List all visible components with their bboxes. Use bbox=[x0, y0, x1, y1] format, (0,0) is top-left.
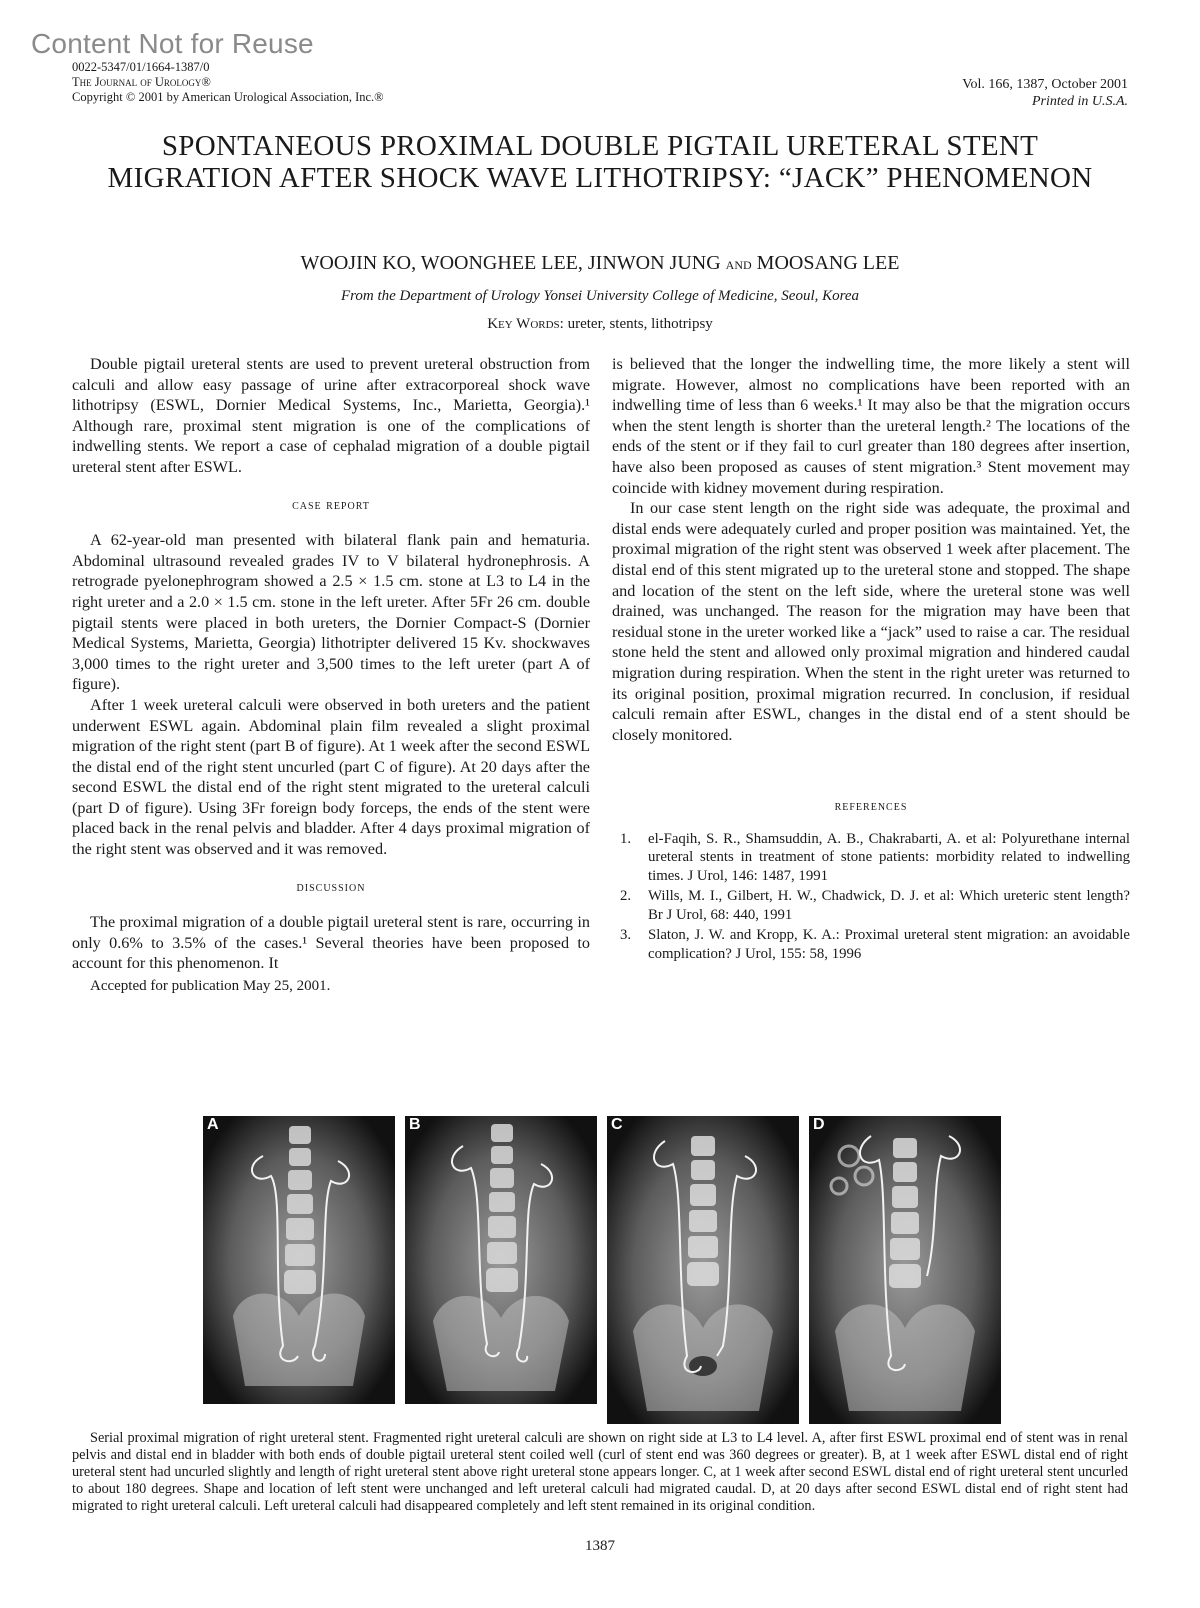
journal-name: The Journal of Urology® bbox=[72, 75, 211, 89]
discussion-p2: is believed that the longer the indwelling time, the more likely a stent will migrate. However, almost no complications have been reported with an indwelling time of less than 6 weeks.¹ It may also be that the migration occurs when the stent length is shorter than the ureteral length.² The locations of the ends of the stent or if they fail to curl greater than 180 degrees after insertion, have also been proposed as causes of stent migration.³ Stent movement may coincide with kidney movement during respiration. bbox=[612, 355, 1130, 497]
abstract: Double pigtail ureteral stents are used to prevent ureteral obstruction from calculi and allow easy passage of urine after extracorporeal shock wave lithotripsy (ESWL, Dornier Medical Systems, Inc., Marietta, Georgia).¹ Although rare, proximal stent migration is one of the complications of indwelling stents. We report a case of cephalad migration of a double pigtail ureteral stent after ESWL. bbox=[72, 355, 590, 476]
discussion-heading: discussion bbox=[296, 879, 366, 895]
affiliation: From the Department of Urology Yonsei University College of Medicine, Seoul, Korea bbox=[340, 288, 860, 304]
panel-label-a: A bbox=[207, 1116, 219, 1133]
figure-caption: Serial proximal migration of right ureteral stent. Fragmented right ureteral calculi are shown on right side at L3 to L4 level. A, after first ESWL proximal end of stent was in renal pelvis and distal end in bladder with both ends of double pigtail ureteral stent coiled well (curl of stent end was 360 degrees or greater). B, at 1 week after ESWL distal end of right ureteral stent had uncurled slightly and length of right ureteral stent above right ureteral stone appears longer. C, at 1 week after second ESWL distal end of right ureteral stent uncurled to about 180 degrees. Shape and location of left stent were unchanged and left ureteral calculi had migrated caudal. D, at 20 days after second ESWL distal end of right stent had migrated to right ureteral calculi. Left ureteral calculi had disappeared completely and left stent remained in its original condition. bbox=[72, 1430, 1128, 1514]
xray-panel-c bbox=[607, 1116, 799, 1424]
authors bbox=[80, 252, 1120, 275]
xray-image-b bbox=[405, 1116, 597, 1404]
discussion-p3: In our case stent length on the right side was adequate, the proximal and distal ends were adequately curled and proper position was maintained. Yet, the proximal migration of the right stent was observed 1 week after placement. The distal end of this stent migrated up to the ureteral stone and stopped. The shape and location of the stent on the left side, where the ureteral stone was well drained, was unchanged. The reason for the migration may have been that residual stone in the ureter worked like a “jack” used to raise a car. The residual stone held the stent and allowed only proximal migration and hindered caudal migration during respiration. When the stent in the right ureter was returned to its original position, proximal migration recurred. In conclusion, if residual calculi remain after ESWL, changes in the distal end of a stent should be closely monitored. bbox=[612, 499, 1130, 744]
xray-image-a bbox=[203, 1116, 395, 1404]
xray-panel-a bbox=[203, 1116, 395, 1404]
copyright-line: Copyright © 2001 by American Urological Association, Inc.® bbox=[72, 90, 384, 104]
xray-image-d bbox=[809, 1116, 1001, 1424]
keywords-text: ureter, stents, lithotripsy bbox=[567, 316, 713, 332]
reference-item: 2. Wills, M. I., Gilbert, H. W., Chadwick, D. J. et al: Which ureteric stent length? Br J Urol, 68: 440, 1991 bbox=[620, 888, 1130, 923]
right-column bbox=[612, 354, 1130, 965]
volume-line: Vol. 166, 1387, October 2001 bbox=[962, 77, 1128, 92]
keywords-label: Key Words: bbox=[487, 316, 564, 332]
doi-line: 0022-5347/01/1664-1387/0 bbox=[72, 60, 210, 74]
volume-header bbox=[962, 76, 1128, 110]
authors-and: and bbox=[725, 254, 752, 273]
panel-label-d: D bbox=[813, 1116, 825, 1133]
case-report-p2: After 1 week ureteral calculi were observed in both ureters and the patient underwent ESWL again. Abdominal plain film revealed a slight proximal migration of the right stent (part B of figure). At 1 week after the second ESWL the distal end of the right stent uncurled (part C of figure). At 20 days after the second ESWL the distal end of the right stent migrated to the ureteral calculi (part D of figure). Using 3Fr foreign body forceps, the ends of the stent were placed back in the renal pelvis and bladder. After 4 days proximal migration of the right stent was observed and it was removed. bbox=[72, 695, 590, 859]
xray-panel-d bbox=[809, 1116, 1001, 1424]
page-number: 1387 bbox=[585, 1538, 615, 1554]
watermark: Content Not for Reuse bbox=[31, 28, 314, 59]
case-report-heading: case report bbox=[292, 497, 370, 513]
journal-header bbox=[72, 60, 384, 105]
printed-line: Printed in U.S.A. bbox=[1031, 94, 1128, 109]
xray-panel-b bbox=[405, 1116, 597, 1404]
xray-figure bbox=[203, 1116, 1005, 1424]
article-title: SPONTANEOUS PROXIMAL DOUBLE PIGTAIL URETERAL STENT MIGRATION AFTER SHOCK WAVE LITHOTRIPSY: “JACK” PHENOMENON bbox=[107, 130, 1093, 194]
reference-item: 1. el-Faqih, S. R., Shamsuddin, A. B., Chakrabarti, A. et al: Polyurethane internal ureteral stents in treatment of stone patients: morbidity related to indwelling times. J Urol, 146: 1487, 1991 bbox=[620, 830, 1130, 884]
references-list bbox=[612, 830, 1130, 964]
references-heading: references bbox=[834, 799, 908, 815]
accepted-note: Accepted for publication May 25, 2001. bbox=[90, 978, 331, 995]
xray-image-c bbox=[607, 1116, 799, 1424]
panel-label-b: B bbox=[409, 1116, 421, 1133]
discussion-p1: The proximal migration of a double pigtail ureteral stent is rare, occurring in only 0.6% to 3.5% of the cases.¹ Several theories have been proposed to account for this phenomenon. It bbox=[72, 913, 590, 973]
panel-label-c: C bbox=[611, 1116, 623, 1133]
reference-item: 3. Slaton, J. W. and Kropp, K. A.: Proximal ureteral stent migration: an avoidable complication? J Urol, 155: 58, 1996 bbox=[620, 927, 1130, 962]
case-report-p1: A 62-year-old man presented with bilateral flank pain and hematuria. Abdominal ultrasound revealed grades IV to V bilateral hydronephrosis. A retrograde pyelonephrogram showed a 2.5 × 1.5 cm. stone at L3 to L4 in the right ureter and a 2.0 × 1.5 cm. stone in the left ureter. After 5Fr 26 cm. double pigtail stents were placed in both ureters, the Dornier Compact-S (Dornier Medical Systems, Marietta, Georgia) lithotripter delivered 15 Kv. shockwaves 3,000 times to the right ureter and 3,500 times to the left ureter (part A of figure). bbox=[72, 531, 590, 694]
keywords bbox=[80, 316, 1120, 333]
author-last: MOOSANG LEE bbox=[756, 252, 900, 274]
left-column bbox=[72, 354, 590, 997]
author-names: WOOJIN KO, WOONGHEE LEE, JINWON JUNG bbox=[300, 252, 721, 274]
